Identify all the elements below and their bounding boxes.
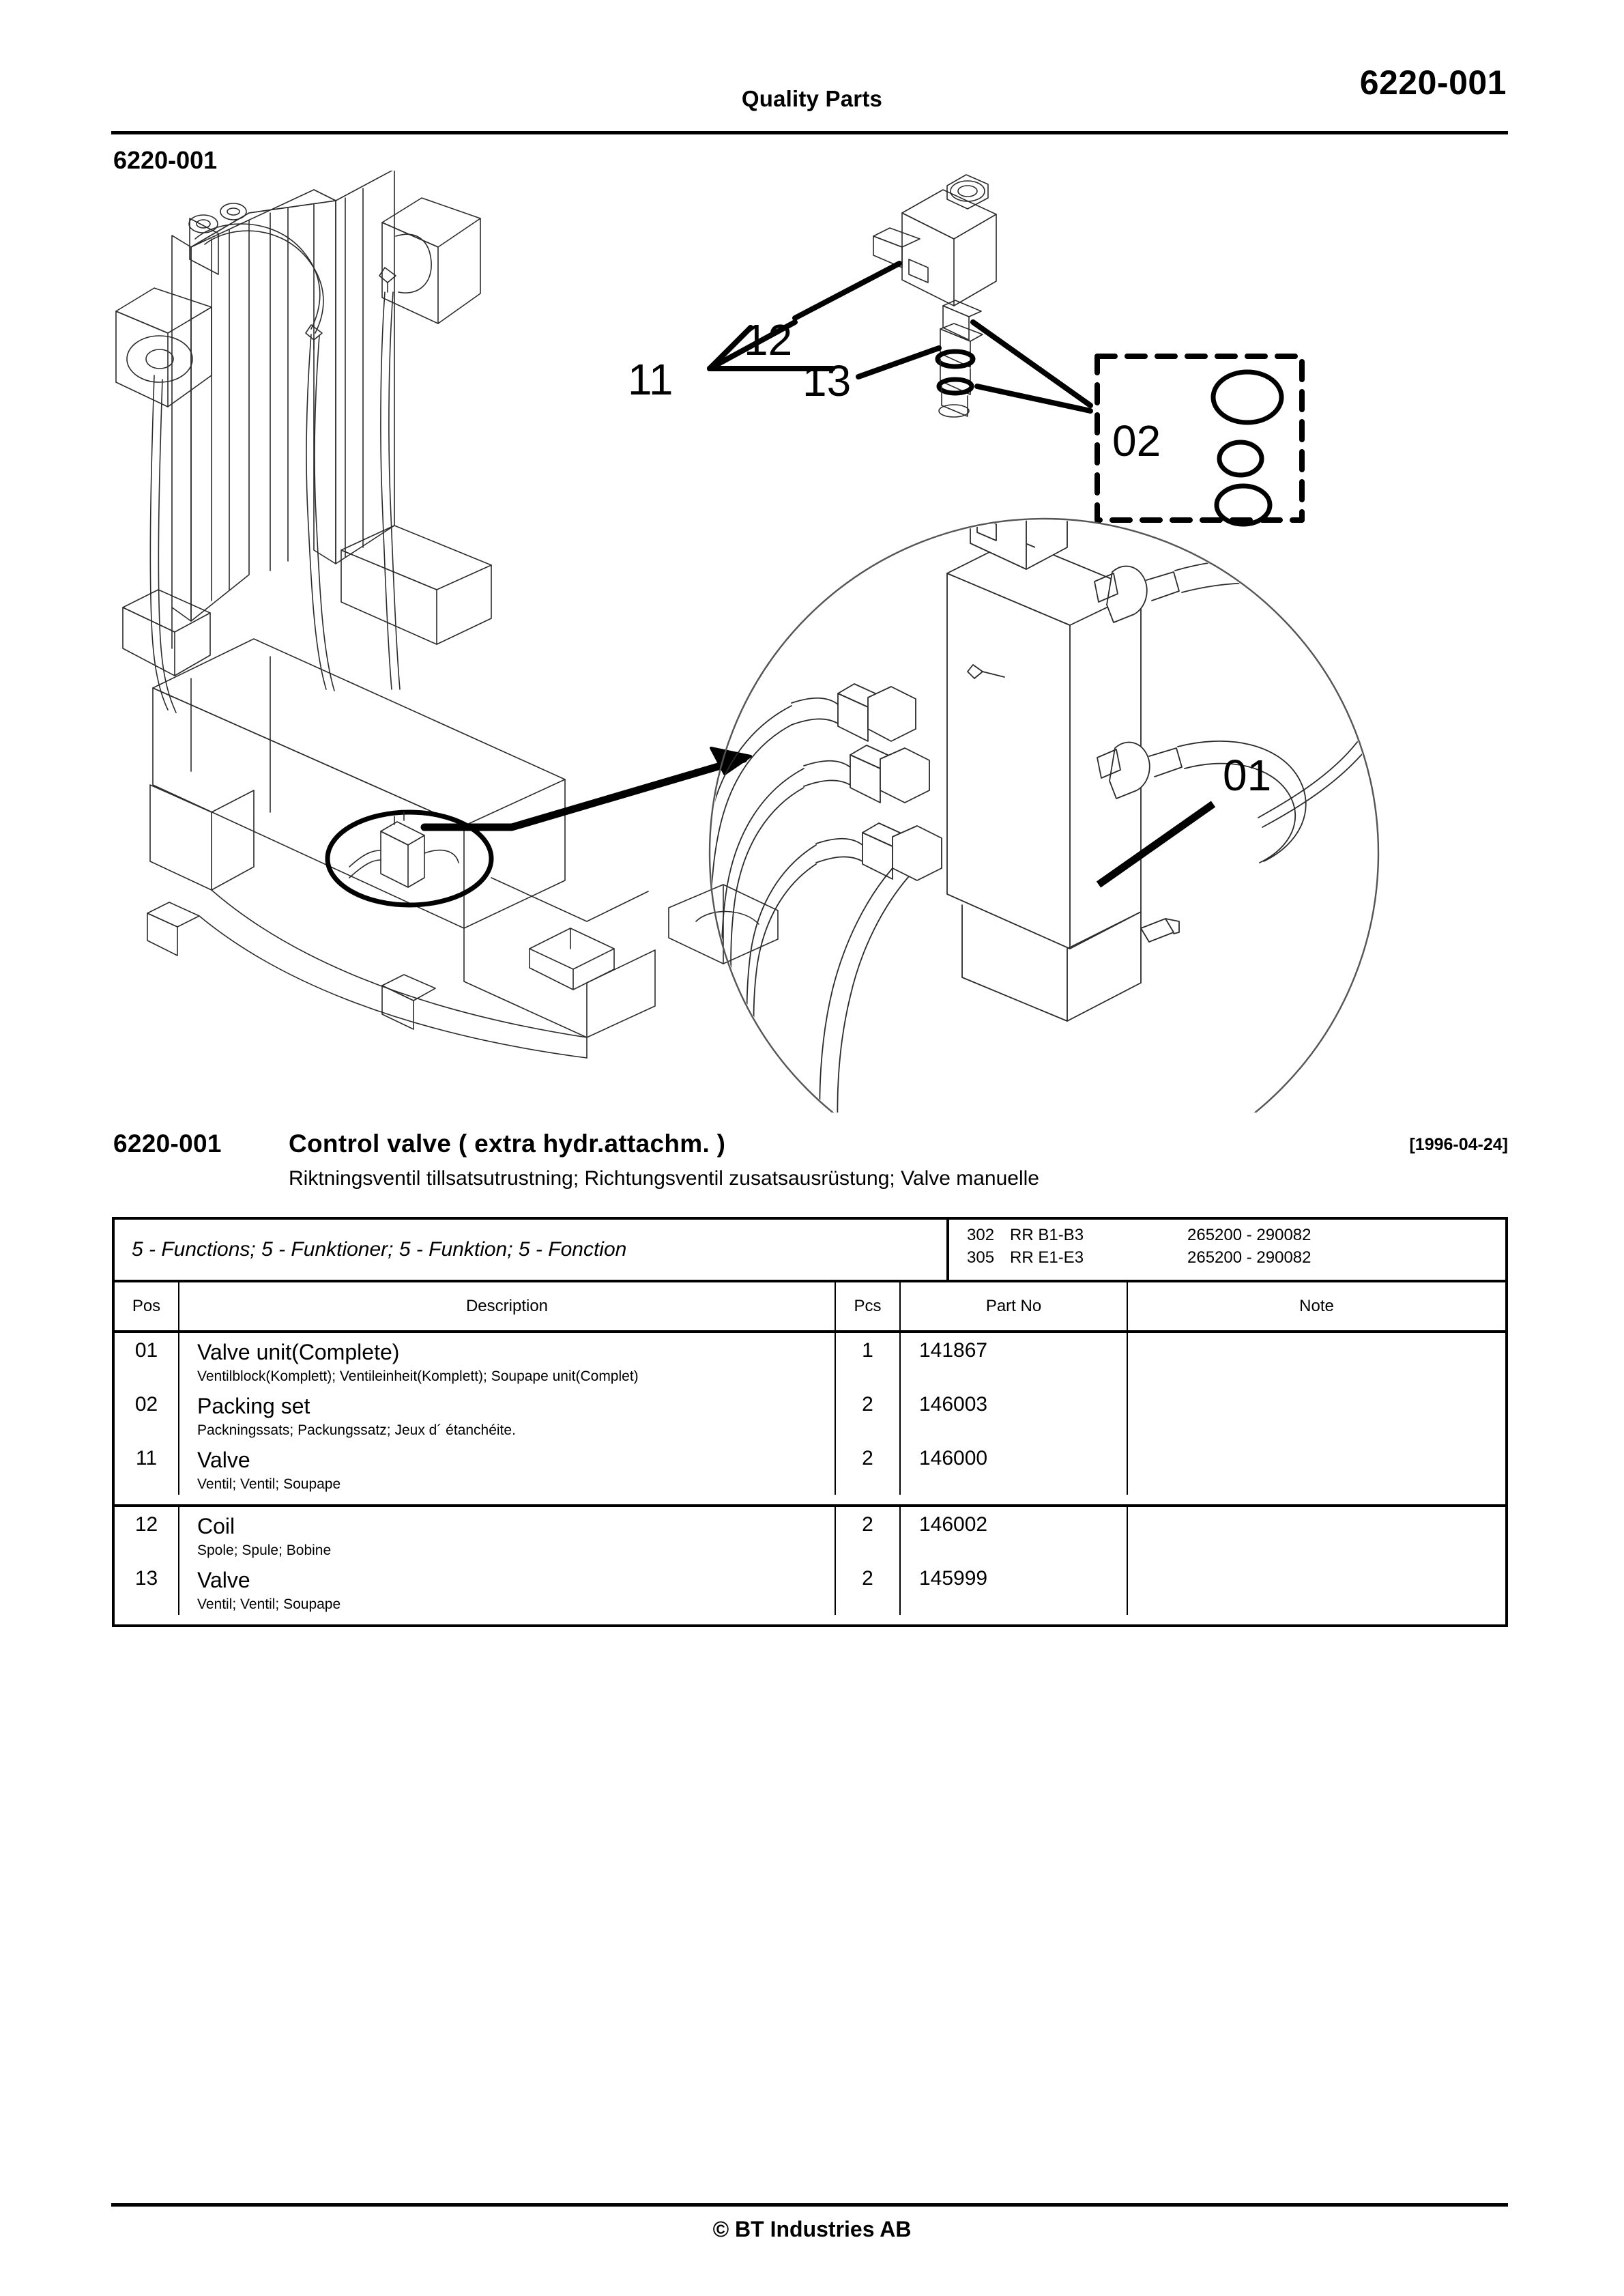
row-pos: 12 bbox=[115, 1507, 179, 1561]
callout-label-11: 11 bbox=[628, 355, 673, 404]
row-description bbox=[179, 1387, 836, 1441]
leader-02-a bbox=[973, 322, 1090, 405]
variant-name: RR E1-E3 bbox=[1010, 1248, 1084, 1267]
row-spacer bbox=[115, 1495, 1505, 1504]
table-row[interactable] bbox=[115, 1387, 1505, 1441]
row-pcs: 1 bbox=[836, 1333, 901, 1387]
header-rule bbox=[111, 131, 1508, 134]
row-name: Valve unit(Complete) bbox=[197, 1340, 400, 1364]
row-alt-names: Packningssats; Packungssatz; Jeux d´ étanchéite. bbox=[197, 1422, 516, 1438]
table-column-headers bbox=[115, 1280, 1505, 1333]
row-description bbox=[179, 1333, 836, 1387]
row-name: Packing set bbox=[197, 1394, 310, 1418]
row-name: Valve bbox=[197, 1448, 250, 1472]
row-part-no: 146002 bbox=[901, 1507, 1128, 1561]
column-header-pos: Pos bbox=[115, 1282, 179, 1330]
row-description bbox=[179, 1561, 836, 1615]
o-ring-small bbox=[1219, 442, 1262, 475]
page-header-title: Quality Parts bbox=[741, 86, 883, 111]
variant-header-row bbox=[115, 1220, 1505, 1280]
forklift-mast-drawing bbox=[116, 171, 778, 1058]
column-header-pcs: Pcs bbox=[836, 1282, 901, 1330]
variant-code: 305 bbox=[967, 1248, 995, 1267]
part-title-code: 6220-001 bbox=[113, 1130, 222, 1158]
callout-label-13: 13 bbox=[802, 356, 852, 405]
part-title-date: [1996-04-24] bbox=[1409, 1135, 1508, 1154]
table-row[interactable] bbox=[115, 1561, 1505, 1615]
row-pos: 02 bbox=[115, 1387, 179, 1441]
column-header-note: Note bbox=[1299, 1297, 1334, 1315]
table-row[interactable] bbox=[115, 1333, 1505, 1387]
part-title-name: Control valve ( extra hydr.attachm. ) bbox=[289, 1130, 726, 1158]
row-spacer bbox=[115, 1615, 1505, 1624]
footer-copyright: © BT Industries AB bbox=[712, 2217, 912, 2241]
row-pos: 13 bbox=[115, 1561, 179, 1615]
row-pcs: 2 bbox=[836, 1441, 901, 1495]
row-part-no: 146000 bbox=[901, 1441, 1128, 1495]
row-description bbox=[179, 1441, 836, 1495]
callout-label-12: 12 bbox=[744, 315, 793, 364]
parts-table bbox=[112, 1217, 1508, 1627]
column-header-part-no: Part No bbox=[901, 1282, 1128, 1330]
table-row[interactable] bbox=[115, 1504, 1505, 1561]
leader-02-b bbox=[977, 386, 1090, 411]
row-pos: 11 bbox=[115, 1441, 179, 1495]
table-row[interactable] bbox=[115, 1441, 1505, 1495]
footer-rule bbox=[111, 2203, 1508, 2207]
row-note bbox=[1128, 1507, 1505, 1561]
leader-12 bbox=[795, 263, 899, 318]
callout-label-01: 01 bbox=[1223, 751, 1272, 800]
o-ring-large bbox=[1213, 372, 1281, 422]
row-note bbox=[1128, 1333, 1505, 1387]
row-alt-names: Ventilblock(Komplett); Ventileinheit(Komplett); Soupape unit(Complet) bbox=[197, 1368, 639, 1384]
row-pcs: 2 bbox=[836, 1387, 901, 1441]
row-note bbox=[1128, 1441, 1505, 1495]
variant-range: 265200 - 290082 bbox=[1187, 1248, 1311, 1267]
row-alt-names: Ventil; Ventil; Soupape bbox=[197, 1476, 341, 1492]
row-pcs: 2 bbox=[836, 1507, 901, 1561]
variant-name: RR B1-B3 bbox=[1010, 1226, 1084, 1244]
row-note bbox=[1128, 1561, 1505, 1615]
row-note bbox=[1128, 1387, 1505, 1441]
row-alt-names: Ventil; Ventil; Soupape bbox=[197, 1596, 341, 1612]
row-pcs: 2 bbox=[836, 1561, 901, 1615]
variant-code: 302 bbox=[967, 1226, 995, 1244]
part-title-subtitle: Riktningsventil tillsatsutrustning; Richtungsventil zusatsausrüstung; Valve manuelle bbox=[289, 1167, 1039, 1190]
variant-row bbox=[967, 1224, 1505, 1246]
page-header-code: 6220-001 bbox=[1359, 63, 1507, 102]
callout-label-02: 02 bbox=[1112, 416, 1161, 465]
variant-row bbox=[967, 1246, 1505, 1269]
row-description bbox=[179, 1507, 836, 1561]
row-part-no: 146003 bbox=[901, 1387, 1128, 1441]
technical-illustration bbox=[109, 171, 1515, 1113]
coil-valve-exploded bbox=[873, 175, 996, 417]
section-code: 6220-001 bbox=[113, 146, 218, 174]
row-part-no: 141867 bbox=[901, 1333, 1128, 1387]
row-pos: 01 bbox=[115, 1333, 179, 1387]
column-header-description: Description bbox=[179, 1282, 836, 1330]
row-alt-names: Spole; Spule; Bobine bbox=[197, 1542, 332, 1558]
part-title-row bbox=[113, 1130, 1508, 1164]
variant-functions-label: 5 - Functions; 5 - Funktioner; 5 - Funktion; 5 - Fonction bbox=[132, 1238, 627, 1261]
detail-leader-line bbox=[424, 759, 744, 827]
leader-13 bbox=[858, 348, 939, 377]
row-part-no: 145999 bbox=[901, 1561, 1128, 1615]
variant-list bbox=[946, 1220, 1505, 1280]
variant-range: 265200 - 290082 bbox=[1187, 1226, 1311, 1244]
row-name: Coil bbox=[197, 1514, 235, 1538]
row-name: Valve bbox=[197, 1568, 250, 1592]
